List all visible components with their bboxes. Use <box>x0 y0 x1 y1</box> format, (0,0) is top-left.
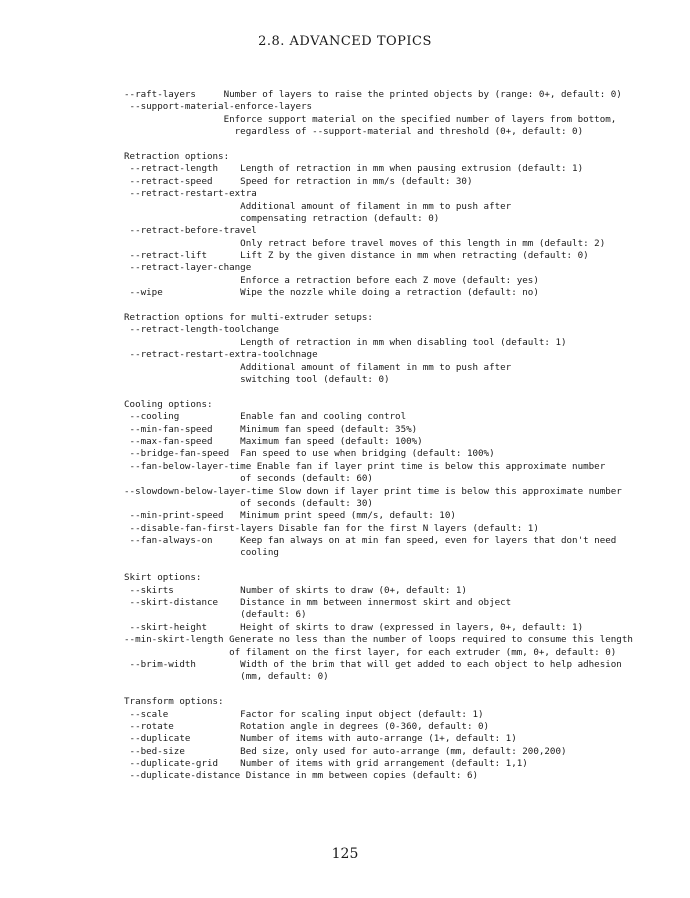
listing-line: --fan-below-layer-time Enable fan if layer print time is below this approximate number <box>124 460 606 472</box>
listing-line: --wipe Wipe the nozzle while doing a retraction (default: no) <box>124 287 539 299</box>
listing-line: --bed-size Bed size, only used for auto-arrange (mm, default: 200,200) <box>124 745 567 757</box>
listing-line: (mm, default: 0) <box>124 671 329 683</box>
listing-line: Transform options: <box>124 696 224 708</box>
listing-line: Enforce support material on the specified number of layers from bottom, <box>124 113 617 125</box>
listing-line: compensating retraction (default: 0) <box>124 212 440 224</box>
listing-line: --min-print-speed Minimum print speed (mm/s, default: 10) <box>124 510 456 522</box>
listing-line: switching tool (default: 0) <box>124 373 390 385</box>
listing-line: of seconds (default: 60) <box>124 473 373 485</box>
listing-line: --support-material-enforce-layers <box>124 101 313 113</box>
listing-line: Skirt options: <box>124 572 202 584</box>
page-number: 125 <box>331 846 359 862</box>
listing-line: --skirt-distance Distance in mm between innermost skirt and object <box>124 597 512 609</box>
listing-line: --duplicate-grid Number of items with grid arrangement (default: 1,1) <box>124 758 528 770</box>
listing-line: --duplicate Number of items with auto-arrange (1+, default: 1) <box>124 733 517 745</box>
listing-line: Length of retraction in mm when disabling tool (default: 1) <box>124 336 567 348</box>
listing-line: --min-fan-speed Minimum fan speed (default: 35%) <box>124 423 418 435</box>
listing-line <box>124 300 633 312</box>
listing-line: Additional amount of filament in mm to push after <box>124 361 512 373</box>
listing-line: --retract-speed Speed for retraction in mm/s (default: 30) <box>124 175 473 187</box>
listing-line: --disable-fan-first-layers Disable fan for the first N layers (default: 1) <box>124 522 539 534</box>
option-listing <box>124 89 633 783</box>
listing-line: regardless of --support-material and threshold (0+, default: 0) <box>124 126 584 138</box>
listing-line <box>124 560 633 572</box>
listing-line: Retraction options: <box>124 150 230 162</box>
listing-line: --skirts Number of skirts to draw (0+, default: 1) <box>124 584 467 596</box>
listing-line: --retract-restart-extra <box>124 188 257 200</box>
listing-line: --retract-length-toolchange <box>124 324 279 336</box>
listing-line: of seconds (default: 30) <box>124 497 373 509</box>
listing-line: --retract-layer-change <box>124 262 252 274</box>
listing-line <box>124 139 633 151</box>
listing-line: cooling <box>124 547 279 559</box>
listing-line: --cooling Enable fan and cooling control <box>124 411 407 423</box>
listing-line: --retract-lift Lift Z by the given distance in mm when retracting (default: 0) <box>124 250 589 262</box>
listing-line: of filament on the first layer, for each extruder (mm, 0+, default: 0) <box>124 646 617 658</box>
listing-line <box>124 386 633 398</box>
listing-line: --slowdown-below-layer-time Slow down if layer print time is below this approximate number <box>124 485 622 497</box>
listing-line: --min-skirt-length Generate no less than the number of loops required to consume this length <box>124 634 633 646</box>
listing-line: --retract-length Length of retraction in mm when pausing extrusion (default: 1) <box>124 163 584 175</box>
running-header: 2.8. ADVANCED TOPICS <box>258 34 432 49</box>
listing-line: Enforce a retraction before each Z move (default: yes) <box>124 274 539 286</box>
listing-line: --duplicate-distance Distance in mm between copies (default: 6) <box>124 770 479 782</box>
listing-line: Only retract before travel moves of this length in mm (default: 2) <box>124 237 606 249</box>
listing-line: --fan-always-on Keep fan always on at min fan speed, even for layers that don't need <box>124 535 617 547</box>
listing-line: --brim-width Width of the brim that will get added to each object to help adhesion <box>124 658 622 670</box>
listing-line: --skirt-height Height of skirts to draw (expressed in layers, 0+, default: 1) <box>124 621 584 633</box>
listing-line: --scale Factor for scaling input object (default: 1) <box>124 708 484 720</box>
listing-line: --bridge-fan-speed Fan speed to use when bridging (default: 100%) <box>124 448 495 460</box>
listing-line: Retraction options for multi-extruder setups: <box>124 312 373 324</box>
listing-line <box>124 684 633 696</box>
listing-line: Additional amount of filament in mm to push after <box>124 200 512 212</box>
listing-line: --retract-before-travel <box>124 225 257 237</box>
listing-line: --max-fan-speed Maximum fan speed (default: 100%) <box>124 435 423 447</box>
listing-line: --rotate Rotation angle in degrees (0-360, default: 0) <box>124 720 490 732</box>
listing-line: (default: 6) <box>124 609 307 621</box>
listing-line: --retract-restart-extra-toolchnage <box>124 349 318 361</box>
listing-line: --raft-layers Number of layers to raise the printed objects by (range: 0+, default: 0) <box>124 89 622 100</box>
listing-line: Cooling options: <box>124 398 213 410</box>
